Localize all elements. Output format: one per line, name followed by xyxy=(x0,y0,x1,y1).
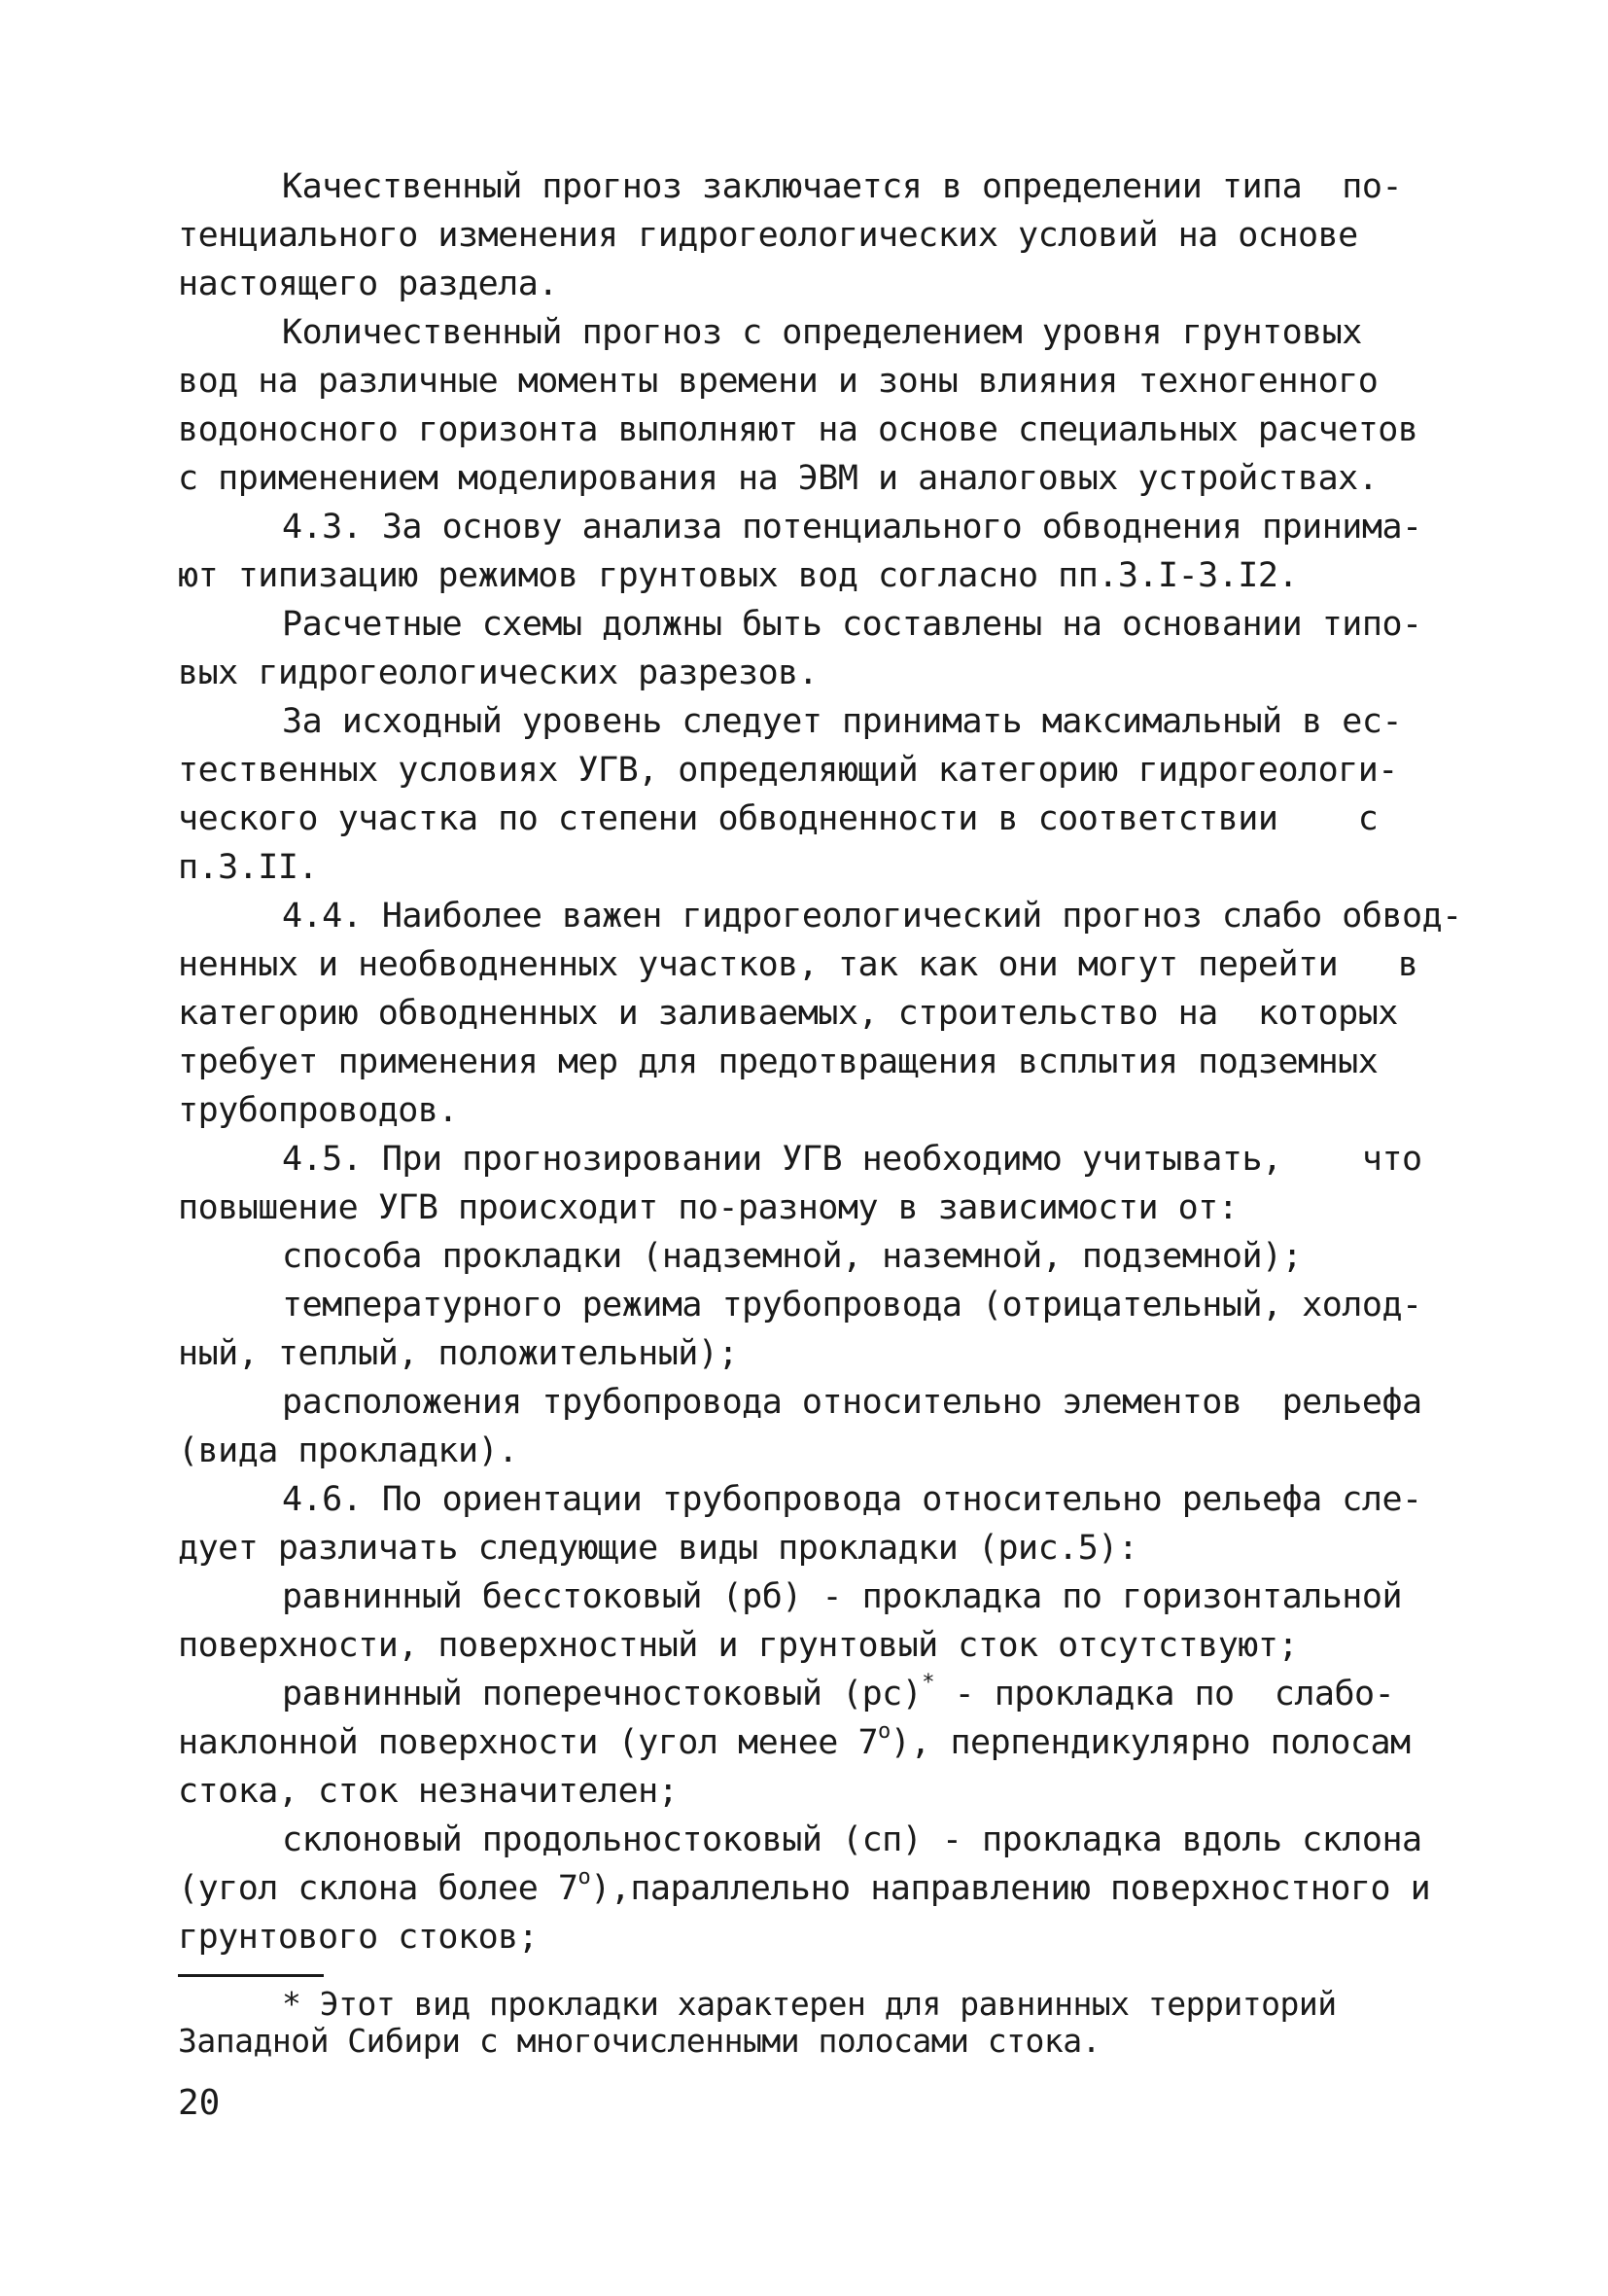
text-segment: наклонной поверхности (угол менее 7 xyxy=(178,1723,879,1762)
text-line xyxy=(282,1671,1395,1718)
text-line: 4.5. При прогнозировании УГВ необходимо учитывать, что xyxy=(282,1140,1422,1179)
footnote-text: * Этот вид прокладки характерен для равнинных территорий xyxy=(282,1985,1337,2023)
text-line: 4.3. За основу анализа потенциального обводнения принима- xyxy=(282,508,1422,547)
text-segment: - прокладка по слабо- xyxy=(934,1675,1395,1713)
degree-superscript: о xyxy=(577,1865,591,1890)
text-segment: ), перпендикулярно полосам xyxy=(890,1723,1411,1762)
footnote-marker: * xyxy=(922,1671,935,1695)
text-line: 4.6. По ориентации трубопровода относительно рельефа сле- xyxy=(282,1480,1422,1519)
text-line: ческого участка по степени обводненности в соответствии с xyxy=(178,799,1379,838)
text-line: тенциального изменения гидрогеологических условий на основе xyxy=(178,216,1358,255)
text-line: категорию обводненных и заливаемых, строительство на которых xyxy=(178,994,1398,1033)
text-line: требует применения мер для предотвращения всплытия подземных xyxy=(178,1042,1379,1081)
text-line: ют типизацию режимов грунтовых вод согласно пп.3.I-3.I2. xyxy=(178,556,1299,595)
text-line: вых гидрогеологических разрезов. xyxy=(178,653,819,692)
text-segment: ),параллельно направлению поверхностного и xyxy=(590,1869,1431,1908)
text-line: Количественный прогноз с определением уровня грунтовых xyxy=(282,313,1362,352)
text-line: способа прокладки (надземной, наземной, подземной); xyxy=(282,1237,1303,1276)
text-line: с применением моделирования на ЭВМ и аналоговых устройствах. xyxy=(178,459,1379,498)
text-line: ненных и необводненных участков, так как они могут перейти в xyxy=(178,945,1418,984)
text-line: температурного режима трубопровода (отрицательный, холод- xyxy=(282,1286,1422,1325)
footnote-text: Западной Сибири с многочисленными полосами стока. xyxy=(178,2022,1101,2060)
text-line: Расчетные схемы должны быть составлены на основании типо- xyxy=(282,605,1422,644)
text-line: грунтового стоков; xyxy=(178,1918,539,1957)
footnote-divider xyxy=(178,1974,324,1977)
text-line: расположения трубопровода относительно элементов рельефа xyxy=(282,1383,1422,1422)
text-line: вод на различные моменты времени и зоны влияния техногенного xyxy=(178,362,1379,401)
text-line: дует различать следующие виды прокладки (рис.5): xyxy=(178,1529,1138,1568)
text-line: стока, сток незначителен; xyxy=(178,1772,679,1811)
text-line: За исходный уровень следует принимать максимальный в ес- xyxy=(282,702,1403,741)
text-line: повышение УГВ происходит по-разному в зависимости от: xyxy=(178,1188,1239,1227)
text-segment: равнинный поперечностоковый (рс) xyxy=(282,1675,923,1713)
text-line xyxy=(178,1719,1411,1767)
degree-superscript: о xyxy=(878,1719,891,1744)
text-line: п.3.II. xyxy=(178,848,319,887)
text-segment: (угол склона более 7 xyxy=(178,1869,578,1908)
text-line: водоносного горизонта выполняют на основе специальных расчетов xyxy=(178,410,1418,449)
text-line: склоновый продольностоковый (сп) - прокладка вдоль склона xyxy=(282,1820,1422,1859)
text-line: поверхности, поверхностный и грунтовый сток отсутствуют; xyxy=(178,1626,1299,1665)
text-line: равнинный бесстоковый (рб) - прокладка по горизонтальной xyxy=(282,1577,1403,1616)
text-line: (вида прокладки). xyxy=(178,1431,518,1470)
text-line: настоящего раздела. xyxy=(178,265,558,303)
text-line: Качественный прогноз заключается в определении типа по- xyxy=(282,167,1403,206)
text-line: ный, теплый, положительный); xyxy=(178,1334,739,1373)
page-number: 20 xyxy=(178,2083,221,2123)
text-line: тественных условиях УГВ, определяющий категорию гидрогеологи- xyxy=(178,751,1398,790)
text-line xyxy=(178,1865,1431,1913)
text-line: 4.4. Наиболее важен гидрогеологический прогноз слабо обвод- xyxy=(282,897,1462,936)
text-line: трубопроводов. xyxy=(178,1091,459,1130)
